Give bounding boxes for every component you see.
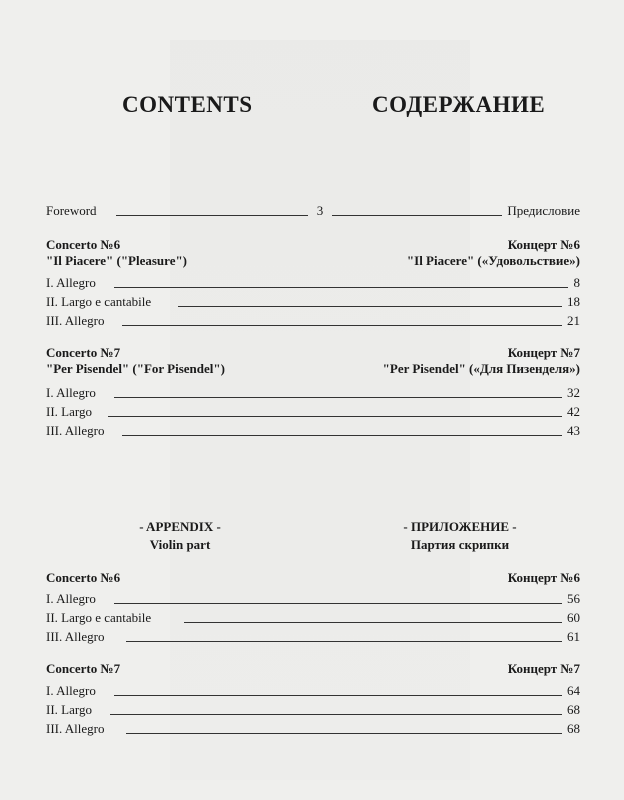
toc-entry[interactable] bbox=[46, 721, 580, 737]
appendix-title-en: - APPENDIX - bbox=[139, 519, 221, 534]
entry-label: II. Largo bbox=[46, 404, 92, 419]
heading-contents: CONTENTS bbox=[122, 92, 253, 117]
entry-page: 60 bbox=[567, 610, 580, 625]
entry-page: 32 bbox=[567, 385, 580, 400]
toc-entry[interactable] bbox=[46, 610, 580, 626]
entry-label: I. Allegro bbox=[46, 385, 96, 400]
leader-line bbox=[122, 435, 562, 436]
entry-page: 21 bbox=[567, 313, 580, 328]
entry-label: II. Largo e cantabile bbox=[46, 610, 152, 625]
entry-label: III. Allegro bbox=[46, 423, 105, 438]
entry-page: 56 bbox=[567, 591, 580, 606]
entry-label: III. Allegro bbox=[46, 629, 105, 644]
toc-entry[interactable] bbox=[46, 702, 580, 718]
foreword-leader-right bbox=[332, 215, 502, 216]
foreword-label-en: Foreword bbox=[46, 203, 97, 218]
toc-entry[interactable] bbox=[46, 423, 580, 439]
app6-title-en: Concerto №6 bbox=[46, 570, 121, 585]
leader-line bbox=[114, 603, 562, 604]
entry-page: 68 bbox=[567, 702, 580, 717]
leader-line bbox=[126, 733, 562, 734]
entry-label: I. Allegro bbox=[46, 683, 96, 698]
concerto7-title-en: Concerto №7 bbox=[46, 345, 121, 360]
leader-line bbox=[114, 397, 562, 398]
entry-page: 8 bbox=[573, 275, 580, 290]
entry-label: I. Allegro bbox=[46, 591, 96, 606]
foreword-label-ru: Предисловие bbox=[507, 203, 580, 218]
toc-entry[interactable] bbox=[46, 385, 580, 401]
appendix-title-ru: - ПРИЛОЖЕНИЕ - bbox=[403, 519, 517, 534]
toc-entry[interactable] bbox=[46, 404, 580, 420]
leader-line bbox=[108, 416, 562, 417]
leader-line bbox=[126, 641, 562, 642]
concerto6-subtitle-en: "Il Piacere" ("Pleasure") bbox=[46, 253, 188, 268]
concerto7-title-ru: Концерт №7 bbox=[507, 345, 580, 360]
entry-page: 18 bbox=[567, 294, 580, 309]
toc-entry[interactable] bbox=[46, 294, 580, 310]
leader-line bbox=[178, 306, 562, 307]
toc-entry[interactable] bbox=[46, 275, 580, 291]
concerto7-subtitle-en: "Per Pisendel" ("For Pisendel") bbox=[46, 361, 225, 376]
toc-entry[interactable] bbox=[46, 629, 580, 645]
concerto6-title-en: Concerto №6 bbox=[46, 237, 121, 252]
concerto7-subtitle-ru: "Per Pisendel" («Для Пизенделя») bbox=[382, 361, 580, 376]
heading-soderzhanie: СОДЕРЖАНИЕ bbox=[372, 92, 546, 117]
entry-label: I. Allegro bbox=[46, 275, 96, 290]
entry-page: 43 bbox=[567, 423, 580, 438]
toc-entry[interactable] bbox=[46, 591, 580, 607]
entry-label: III. Allegro bbox=[46, 313, 105, 328]
appendix-sub-en: Violin part bbox=[149, 537, 211, 552]
leader-line bbox=[184, 622, 562, 623]
app6-title-ru: Концерт №6 bbox=[507, 570, 580, 585]
entry-page: 64 bbox=[567, 683, 580, 698]
leader-line bbox=[114, 695, 562, 696]
concerto6-subtitle-ru: "Il Piacere" («Удовольствие») bbox=[406, 253, 580, 268]
toc-entry[interactable] bbox=[46, 683, 580, 699]
leader-line bbox=[110, 714, 562, 715]
entry-label: III. Allegro bbox=[46, 721, 105, 736]
appendix-sub-ru: Партия скрипки bbox=[410, 537, 510, 552]
entry-page: 61 bbox=[567, 629, 580, 644]
foreword-page: 3 bbox=[316, 203, 324, 218]
entry-label: II. Largo e cantabile bbox=[46, 294, 152, 309]
leader-line bbox=[122, 325, 562, 326]
entry-page: 42 bbox=[567, 404, 580, 419]
entry-label: II. Largo bbox=[46, 702, 92, 717]
toc-entry[interactable] bbox=[46, 313, 580, 329]
app7-title-en: Concerto №7 bbox=[46, 661, 121, 676]
leader-line bbox=[114, 287, 568, 288]
foreword-leader-left bbox=[116, 215, 308, 216]
entry-page: 68 bbox=[567, 721, 580, 736]
concerto6-title-ru: Концерт №6 bbox=[507, 237, 580, 252]
app7-title-ru: Концерт №7 bbox=[507, 661, 580, 676]
